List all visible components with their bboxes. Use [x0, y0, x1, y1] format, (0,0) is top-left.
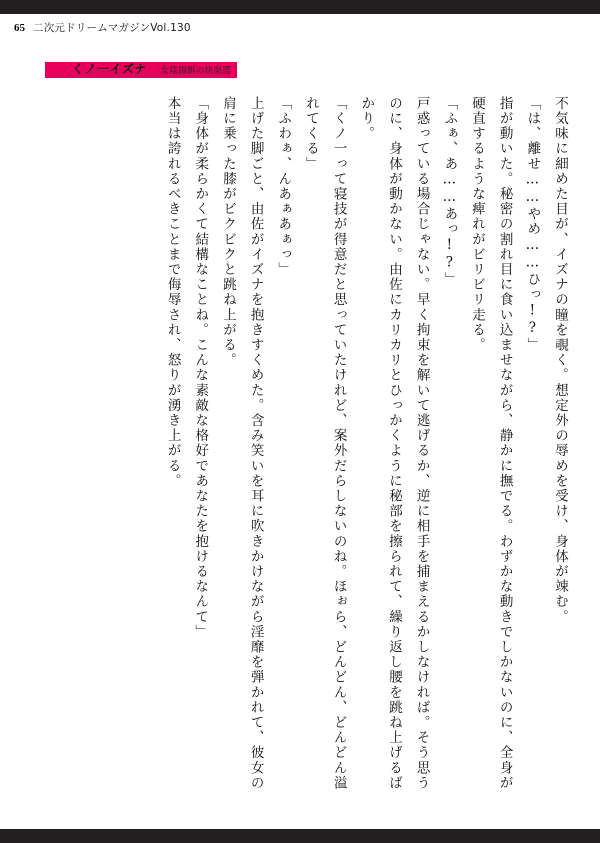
body-paragraph: 本当は誇れるべきことまで侮辱され、怒りが湧き上がる。	[164, 96, 181, 489]
body-paragraph: 指が動いた。秘密の割れ目に食い込ませながら、静かに撫でる。わずかな動きでしかないのに、全身が硬直するような痺れがビリビリ走る。	[468, 96, 513, 791]
body-text	[28, 96, 573, 796]
body-paragraph: 「くノ一って寝技が得意だと思っていたけれど、案外だらしないのね。ほぉら、どんどん、どんどん溢れてくる」	[302, 96, 347, 791]
chapter-subtitle: 女陰揚餌の快楽罠	[160, 66, 232, 76]
page-number: 65	[14, 22, 25, 34]
body-paragraph: 「ふぁ、あ……あっ!?」	[441, 96, 458, 288]
body-paragraph: 「身体が柔らかくて結構なことね。こんな素敵な格好であなたを抱けるなんて」	[192, 96, 209, 640]
body-paragraph: 「は、離せ……やめ……ひっ!?」	[524, 96, 541, 353]
body-paragraph: 不気味に細めた目が、イズナの瞳を覗く。想定外の辱めを受け、身体が竦む。	[552, 96, 568, 625]
top-band	[0, 0, 600, 14]
running-head	[14, 20, 191, 35]
chapter-title: くノ一イズナ	[72, 62, 147, 76]
body-paragraph: 戸惑っている場合じゃない。早く拘束を解いて逃げるか、逆に相手を捕まえるかしなければ。そう思うのに、身体が動かない。由佐にカリカリとひっかくように秘部を擦られて、繰り返し腰を跳ね上げるばかり。	[358, 96, 430, 791]
running-title: 二次元ドリームマガジンVol.130	[33, 22, 191, 34]
body-paragraph: 上げた脚ごと、由佐がイズナを抱きすくめた。含み笑いを耳に吹きかけながら淫靡を弾かれて、彼女の肩に乗った膝がビクビクと跳ね上がる。	[219, 96, 264, 791]
body-paragraph: 「ふわぁ、んあぁあぁっ」	[275, 96, 292, 278]
bottom-band	[0, 829, 600, 843]
chapter-header	[72, 60, 231, 77]
